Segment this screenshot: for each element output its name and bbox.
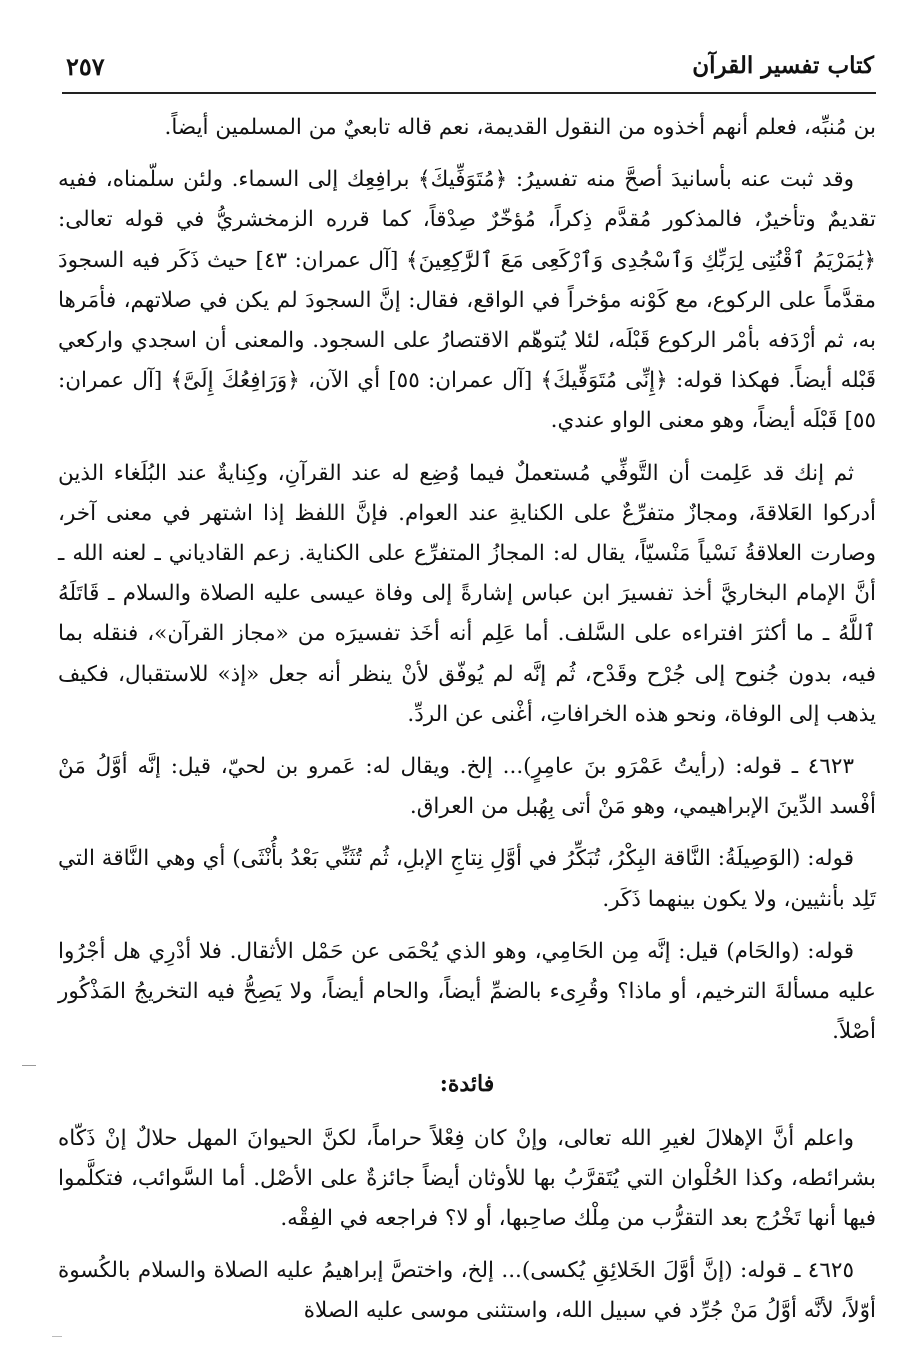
hadith-commentary-4625: ٤٦٢٥ ـ قوله: (إنَّ أوَّلَ الخَلائِقِ يُكسى)... إلخ، واختصَّ إبراهيمُ عليه الصلاة والسلام بالكُسوة أوّلاً، لأنَّه أوَّلُ مَنْ جُرِّد في سبيل الله، واستثنى موسى عليه الصلاة [58, 1258, 876, 1324]
paragraph: واعلم أنَّ الإهلالَ لغيرِ الله تعالى، وإنْ كان فِعْلاً حراماً، لكنَّ الحيوانَ المهل حلالٌ إنْ ذَكّاه بشرائطه، وكذا الحُلْوان التي يُتَقرَّبُ بها للأوثان أيضاً جائزةٌ على الأصْل. أما السَّوائب، فتكلَّموا فيها أنها تَخْرُج بعد التقرُّب من مِلْك صاحِبها، أو لا؟ فراجعه في الفِقْه. [58, 1125, 876, 1232]
footer-mark [52, 1336, 62, 1337]
section-heading: فائدة: [439, 1071, 495, 1098]
page-number: ٢٥٧ [66, 52, 105, 81]
paragraph: وقد ثبت عنه بأسانيدَ أصحَّ منه تفسيرُ: ﴿مُتَوَفِّيكَ﴾ برافِعِك إلى السماء. ولئن سلّمناه، ففيه تقديمٌ وتأخيرٌ، فالمذكور مُقدَّم ذِكراً، مُؤخّرٌ صِدْقاً، كما قرره الزمخشريُّ في قوله تعالى: ﴿يَٰمَرْيَمُ ٱقْنُتِى لِرَبِّكِ وَٱسْجُدِى وَٱرْكَعِى مَعَ ٱلرَّٰكِعِينَ﴾ [آل عمران: ٤٣] حيث ذَكَر فيه السجودَ مقدَّماً على الركوع، مع كَوْنه مؤخراً في الواقع، فقال: إنَّ السجودَ لم يكن في صلاتهم، فأمَرها به، ثم أرْدَفه بأمْر الركوع قَبْلَه، لئلا يُتوهّم الاقتصارُ على السجود. والمعنى أن اسجدي واركعي قَبْله أيضاً. فهكذا قوله: ﴿إِنِّى مُتَوَفِّيكَ﴾ [آل عمران: ٥٥] أي الآن، ﴿وَرَافِعُكَ إِلَىَّ﴾ [آل عمران: ٥٥] قَبْلَه أيضاً، وهو معنى الواو عندي. [58, 167, 877, 434]
page-body [58, 108, 876, 1344]
paragraph: بن مُنبِّه، فعلم أنهم أخذوه من النقول القديمة، نعم قاله تابعيٌ من المسلمين أيضاً. [164, 115, 876, 140]
page-header [62, 44, 876, 94]
hadith-commentary-4623: ٤٦٢٣ ـ قوله: (رأيتُ عَمْرَو بنَ عامِرٍ)... إلخ. ويقال له: عَمرو بن لحيّ، قيل: إنَّه أوَّلُ مَنْ أفْسد الدِّينَ الإبراهيمي، وهو مَنْ أتى بِهُبل من العراق. [58, 754, 876, 820]
paragraph: ثم إنك قد عَلِمت أن التَّوفِّي مُستعملٌ فيما وُضِع له عند القرآنِ، وكِنايةٌ عند البُلَغاء الذين أدركوا العَلاقةَ، ومجازٌ متفرِّعٌ على الكنايةِ عند العوام. فإنَّ اللفظ إذا اشتهر في معنى آخر، وصارت العلاقةُ نَسْياً مَنْسيّاً، يقال له: المجازُ المتفرِّع على الكناية. زعم القادياني ـ لعنه الله ـ أنَّ الإمام البخاريَّ أخذ تفسيرَ ابن عباس إشارةً إلى وفاة عيسى عليه الصلاة والسلام ـ قَاتَلَهُ ٱللَّهُ ـ ما أكثرَ افتراءه على السَّلف. أما عَلِم أنه أخَذ تفسيرَه من «مجاز القرآن»، فنقله بما فيه، بدون جُنوح إلى جُرْح وقَدْح، ثُم إنَّه لم يُوفّق لأنْ ينظر أنه جعل «إذ» للاستقبال، فكيف يذهب إلى الوفاة، ونحو هذه الخرافاتِ، أغْنى عن الردِّ. [58, 460, 876, 727]
margin-mark [22, 1065, 36, 1066]
book-title: كتاب تفسير القرآن [692, 52, 874, 79]
paragraph: قوله: (والحَام) قيل: إنَّه مِن الحَامِي، وهو الذي يُحْمَى عن حَمْل الأثقال. فلا أدْرِي هل أجْرُوا عليه مسألةَ الترخيم، أو ماذا؟ وقُرِىء بالضمِّ أيضاً، والحام أيضاً، ولا يَصِحُّ فيه التخريجُ المَذْكُور أصْلاً. [58, 938, 876, 1045]
paragraph: قوله: (الوَصِيلَةُ: النَّاقة البِكْرُ، تُبَكِّرُ في أوَّلِ نِتاجِ الإبلِ، ثُم تُثَنِّي بَعْدُ بأُنْثَى) أي وهي النَّاقة التي تَلِد بأنثيين، ولا يكون بينهما ذَكَر. [58, 846, 876, 912]
